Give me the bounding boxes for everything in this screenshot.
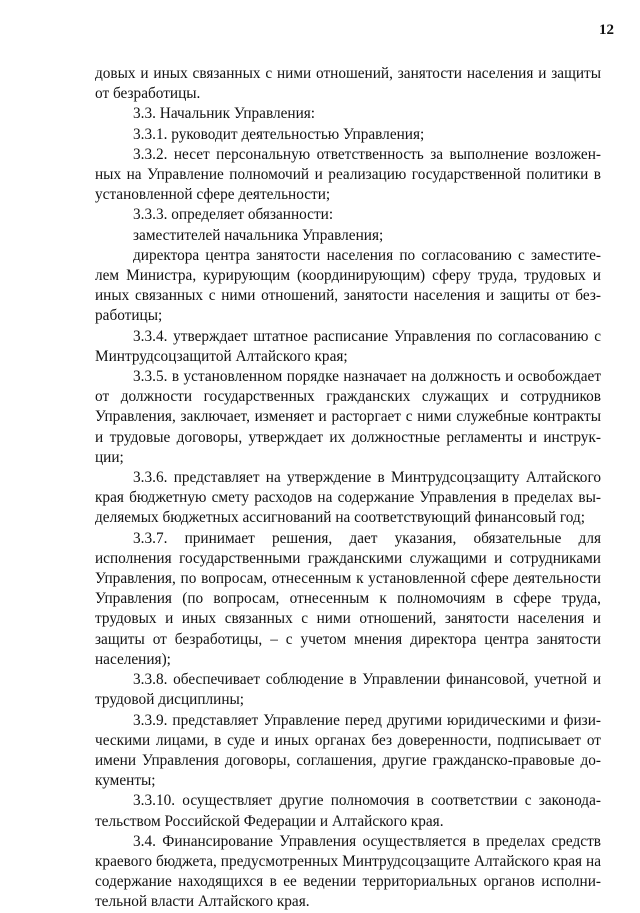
paragraph-3-3-10: 3.3.10. осуществляет другие полномочия в соответствии с законодательством Российской Федерации и Алтайского края. [95,792,601,830]
paragraph-3-3-5: 3.3.5. в установленном порядке назначает на должность и освобождает от должности государственных гражданских служащих и сотрудников Управления, заключает, изменяет и расторгает с ними служебные контракты и трудовые договоры, утверждает их должностные регламенты и инструкции; [95,368,601,466]
paragraph-3-3-7: 3.3.7. принимает решения, дает указания, обязательные для исполнения государственными гражданскими служащими и сотрудниками Управления, по вопросам, отнесенным к установленной сфере деятельности Управления (по вопросам, отнесенным к полномочиям в сфере труда, трудовых и иных связанных с ними отношений, занятости населения и защиты от безработицы, – с учетом мнения директора центра занятости населения); [95,529,601,668]
paragraph-3-3: 3.3. Начальник Управления: [133,105,316,123]
paragraph-3-3-2: 3.3.2. несет персональную ответственность за выполнение возложенных на Управление полномочий и реализацию государственной политики в установленной сфере деятельности; [95,145,601,204]
paragraph-3-3-3-deputies: заместителей начальника Управления; [133,226,384,244]
paragraph-3-4: 3.4. Финансирование Управления осуществляется в пределах средств краевого бюджета, предусмотренных Минтрудсоцзащите Алтайского края на содержание находящихся в ее ведении территориальных органов исполнительной власти Алтайского края. [95,832,601,911]
paragraph-intro-continuation: довых и иных связанных с ними отношений, занятости населения и защиты от безработицы. [95,65,601,103]
paragraph-3-3-3: 3.3.3. определяет обязанности: [133,206,334,224]
paragraph-3-3-9: 3.3.9. представляет Управление перед другими юридическими и физическими лицами, в суде и иных органах без доверенности, подписывает от имени Управления договоры, соглашения, другие гражданско-правовые документы; [95,711,601,790]
paragraph-3-3-1: 3.3.1. руководит деятельностью Управления; [133,125,425,143]
page-number: 12 [599,22,614,38]
document-body [95,64,601,913]
paragraph-3-3-4: 3.3.4. утверждает штатное расписание Управления по согласованию с Минтрудсоцзащитой Алтайского края; [95,327,601,365]
paragraph-3-3-6: 3.3.6. представляет на утверждение в Минтрудсоцзащиту Алтайского края бюджетную смету расходов на содержание Управления в пределах выделяемых бюджетных ассигнований на соответствующий финансовый год; [95,469,601,527]
paragraph-3-3-8: 3.3.8. обеспечивает соблюдение в Управлении финансовой, учетной и трудовой дисциплины; [95,671,601,709]
paragraph-3-3-3-director: директора центра занятости населения по согласованию с заместителем Министра, курирующим (координирующим) сферу труда, трудовых и иных связанных с ними отношений, занятости населения и защиты от безработицы; [95,246,601,325]
